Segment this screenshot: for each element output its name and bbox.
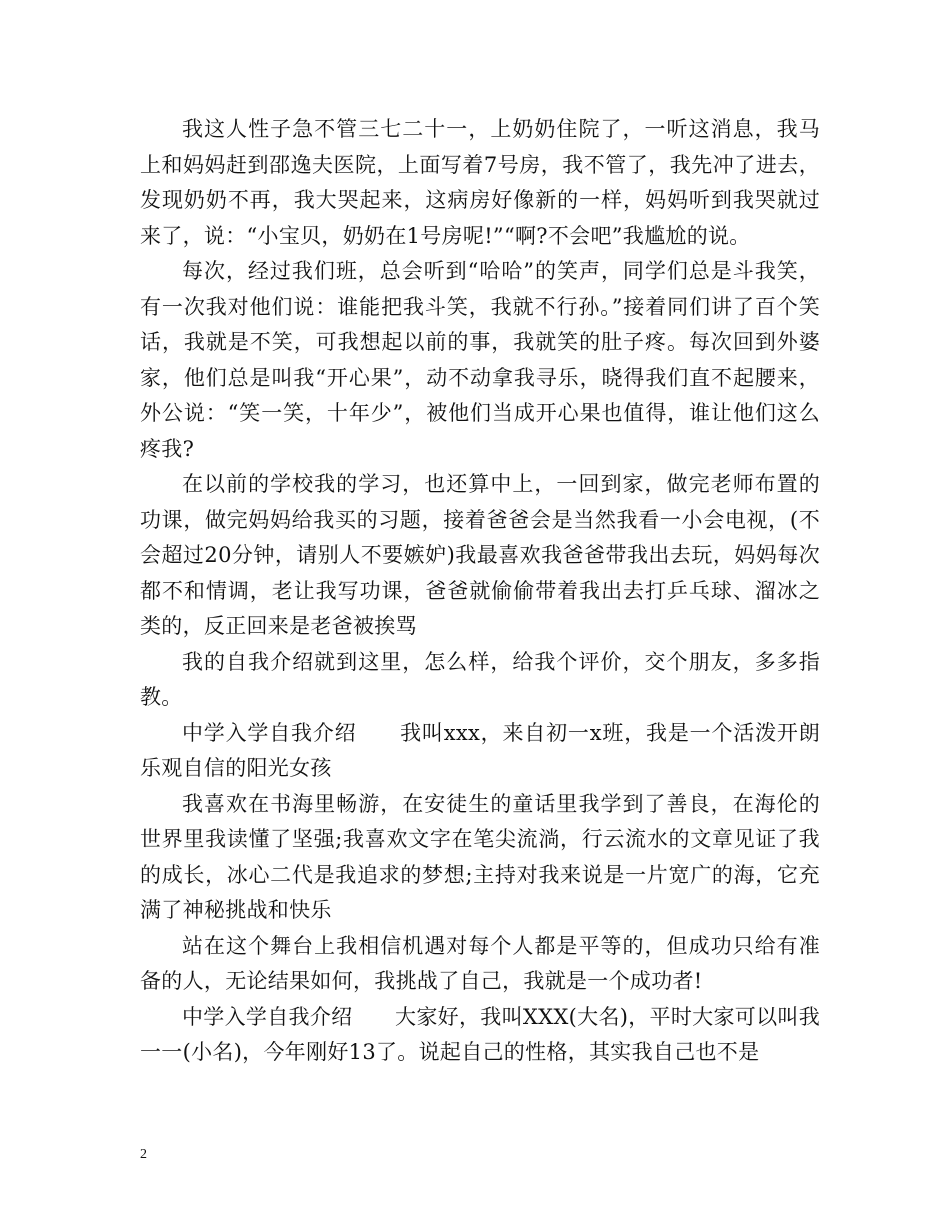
- paragraph: 中学入学自我介绍 我叫xxx，来自初一x班，我是一个活泼开朗乐观自信的阳光女孩: [140, 720, 820, 780]
- page-number: 2: [140, 1147, 147, 1162]
- paragraph: 我喜欢在书海里畅游，在安徒生的童话里我学到了善良，在海伦的世界里我读懂了坚强;我喜欢文字在笔尖流淌，行云流水的文章见证了我的成长，冰心二代是我追求的梦想;主持对我来说是一片宽广的海，它充满了神秘挑战和快乐: [140, 791, 820, 922]
- paragraph: 在以前的学校我的学习，也还算中上，一回到家，做完老师布置的功课，做完妈妈给我买的习题，接着爸爸会是当然我看一小会电视，(不会超过20分钟，请别人不要嫉妒)我最喜欢我爸爸带我出去玩，妈妈每次都不和情调，老让我写功课，爸爸就偷偷带着我出去打乒乓球、溜冰之类的，反正回来是老爸被挨骂: [140, 472, 820, 638]
- body-text: [140, 112, 820, 1071]
- paragraph: 站在这个舞台上我相信机遇对每个人都是平等的，但成功只给有准备的人，无论结果如何，我挑战了自己，我就是一个成功者!: [140, 933, 820, 993]
- paragraph: 我的自我介绍就到这里，怎么样，给我个评价，交个朋友，多多指教。: [140, 649, 820, 709]
- paragraph: 每次，经过我们班，总会听到“哈哈”的笑声，同学们总是斗我笑，有一次我对他们说：谁能把我斗笑，我就不行孙。”接着同们讲了百个笑话，我就是不笑，可我想起以前的事，我就笑的肚子疼。每次回到外婆家，他们总是叫我“开心果”，动不动拿我寻乐，晓得我们直不起腰来，外公说：“笑一笑，十年少”，被他们当成开心果也值得，谁让他们这么疼我?: [140, 259, 820, 461]
- paragraph: 中学入学自我介绍 大家好，我叫XXX(大名)，平时大家可以叫我一一(小名)，今年刚好13了。说起自己的性格，其实我自己也不是: [140, 1004, 820, 1064]
- paragraph: 我这人性子急不管三七二十一，上奶奶住院了，一听这消息，我马上和妈妈赶到邵逸夫医院，上面写着7号房，我不管了，我先冲了进去，发现奶奶不再，我大哭起来，这病房好像新的一样，妈妈听到我哭就过来了，说：“小宝贝，奶奶在1号房呢!”“啊?不会吧”我尴尬的说。: [140, 117, 820, 248]
